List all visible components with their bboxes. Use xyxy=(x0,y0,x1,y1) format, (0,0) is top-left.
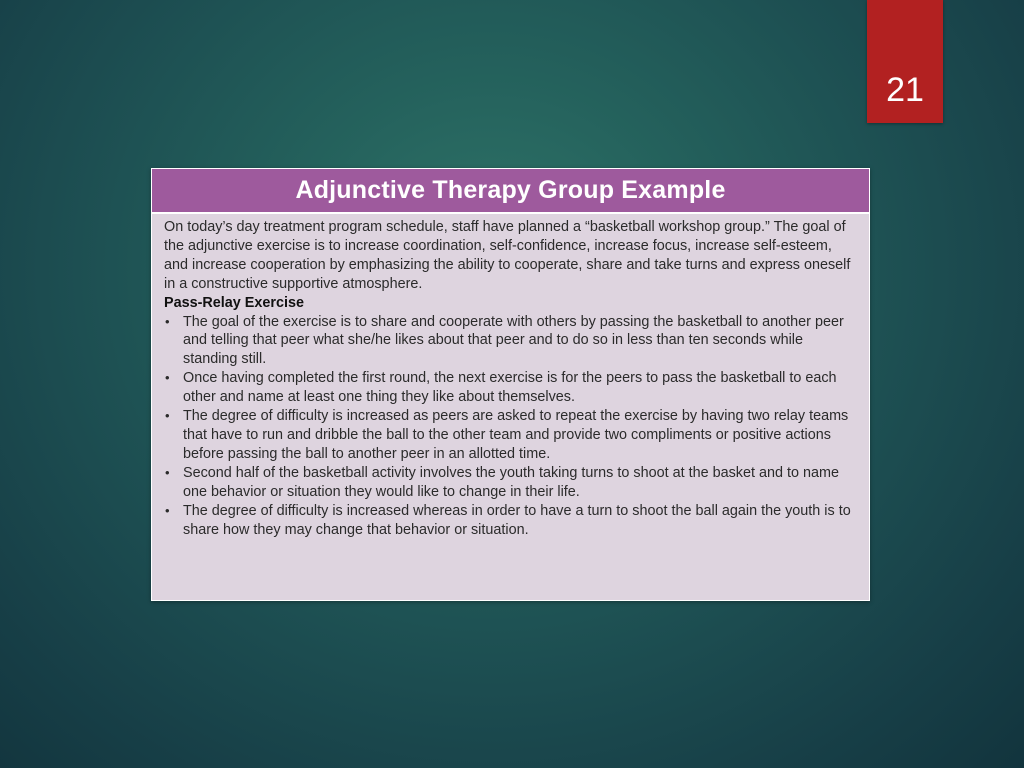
bullet-icon: • xyxy=(165,313,170,329)
bullet-icon: • xyxy=(165,370,170,386)
intro-paragraph: On today’s day treatment program schedule, staff have planned a “basketball workshop group.” The goal of the adjunctive exercise is to increase coordination, self-confidence, increase focus, increase self-esteem, and increase cooperation by emphasizing the ability to cooperate, share and take turns and express oneself in a constructive supportive atmosphere. xyxy=(164,219,851,292)
bullet-item xyxy=(164,369,857,407)
bullet-item xyxy=(164,313,857,370)
bullet-text: Second half of the basketball activity involves the youth taking turns to shoot at the basket and to name one behavior or situation they would like to change in their life. xyxy=(183,464,839,500)
content-card xyxy=(151,168,870,601)
bullet-text: The degree of difficulty is increased as peers are asked to repeat the exercise by having two relay teams that have to run and dribble the ball to the other team and provide two compliments or positive actions before passing the ball to another peer in an allotted time. xyxy=(183,408,849,462)
bullet-icon: • xyxy=(165,464,170,480)
card-title: Adjunctive Therapy Group Example xyxy=(295,176,726,204)
slide-number-tab xyxy=(867,0,943,123)
card-body xyxy=(152,214,869,539)
bullet-list xyxy=(164,313,857,540)
bullet-text: Once having completed the first round, the next exercise is for the peers to pass the basketball to each other and name at least one thing they like about themselves. xyxy=(183,370,837,406)
bullet-item xyxy=(164,502,857,540)
bullet-text: The degree of difficulty is increased whereas in order to have a turn to shoot the ball again the youth is to share how they may change that behavior or situation. xyxy=(183,502,851,538)
section-heading: Pass-Relay Exercise xyxy=(164,294,305,311)
slide-number: 21 xyxy=(886,71,924,109)
bullet-icon: • xyxy=(165,408,170,424)
card-header xyxy=(152,169,869,214)
bullet-text: The goal of the exercise is to share and cooperate with others by passing the basketball to another peer and telling that peer what she/he likes about that peer and to do so in less than ten seconds while standing still. xyxy=(183,313,844,368)
bullet-icon: • xyxy=(165,502,170,518)
bullet-item xyxy=(164,407,857,464)
bullet-item xyxy=(164,464,857,502)
